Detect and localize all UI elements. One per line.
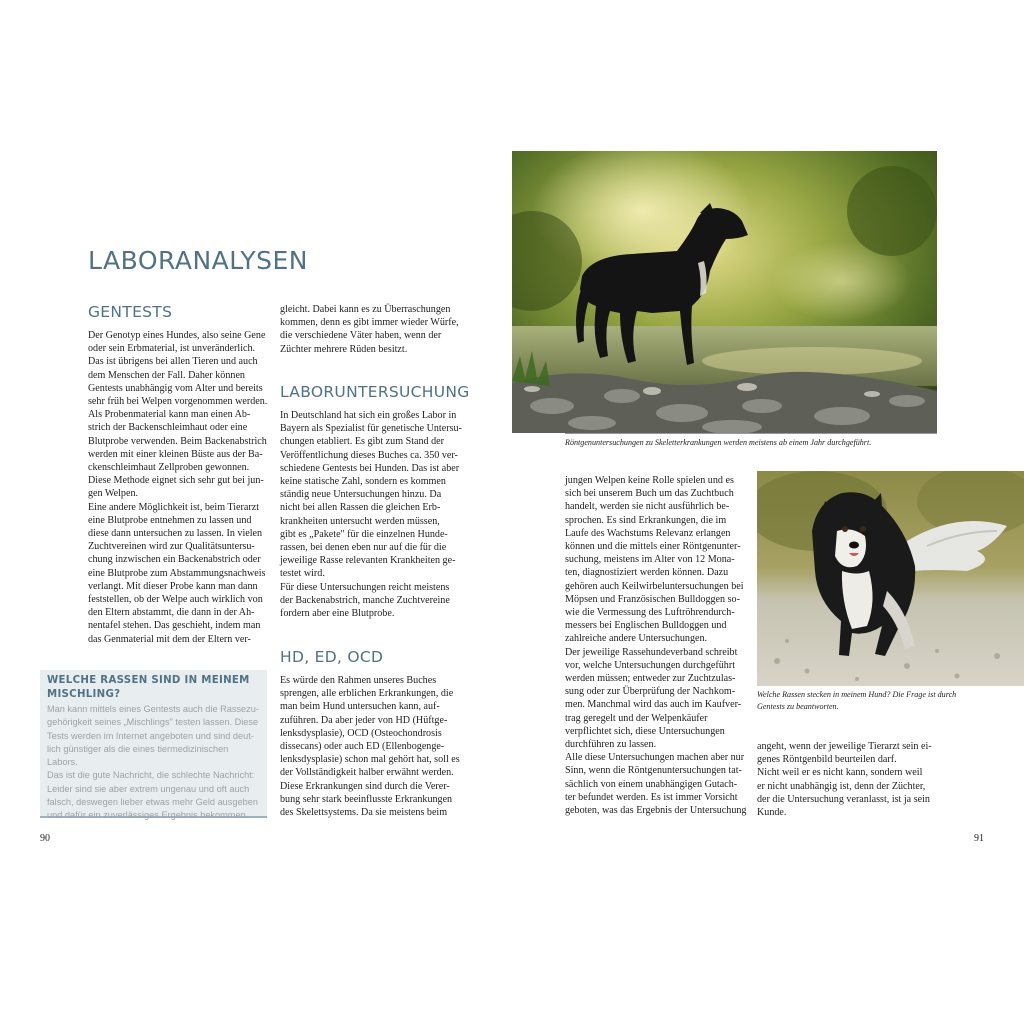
page-number-right: 91 <box>974 833 984 844</box>
page-number-left: 90 <box>40 833 50 844</box>
section-heading-hd-ed-ocd: HD, ED, OCD <box>280 648 384 666</box>
page-title: LABORANALYSEN <box>88 246 309 275</box>
laboruntersuchung-text: In Deutschland hat sich ein großes Labor in Bayern als Spezialist für genetische Untersu- chungen etabliert. Es gibt zum Stand der Veröffentlichung dieses Buches ca. 350 ver- schiedene Gentests bei Hunden. Das ist aber keine statische Zahl, sondern es kommen ständig neue Untersuchungen hinzu. Da nicht bei allen Rassen die gleichen Erb- krankheiten untersucht werden müssen, gibt es „Pakete" für die einzelnen Hunde- rassen, bei denen eben nur auf die für die jeweilige Rasse relevanten Krankheiten ge- testet wird. Für diese Untersuchungen reicht meistens der Backenabstrich, manche Zuchtvereine fordern aber eine Blutprobe. <box>280 410 462 620</box>
photo-wet-dog-river <box>512 151 937 433</box>
section-heading-laboruntersuchung: LABORUNTERSUCHUNG <box>280 383 470 401</box>
section-heading-gentests: GENTESTS <box>88 303 173 321</box>
photo-caption-xray: Röntgenuntersuchungen zu Skeletterkrankungen werden meistens ab einem Jahr durchgeführt. <box>565 438 872 447</box>
info-box-text: Man kann mittels eines Gentests auch die Rassezu- gehörigkeit seines „Mischlings" testen lassen. Diese Tests werden im Internet angeboten und sind deut- lich günstiger als die eines tiermedizinischen Labors. Das ist die gute Nachricht, die schlechte Nachricht: Leider sind sie aber extrem ungenau und oft auch falsch, deswegen lieber etwas mehr Geld ausgeben und dafür ein zuverlässiges Ergebnis bekommen. <box>47 704 259 821</box>
caption-rule <box>565 433 937 434</box>
photo-caption-breeds: Welche Rassen stecken in meinem Hund? Die Frage ist durch Gentests zu beantworten. <box>757 690 957 711</box>
right-text-col1: jungen Welpen keine Rolle spielen und es sich bei unserem Buch um das Zuchtbuch handelt, werden sie nicht ausführlich be- sprochen. Es sind Erkrankungen, die im Laufe des Wachstums Relevanz erlangen können und die mittels einer Röntgenunter- suchung, meistens im Alter von 12 Mona- ten, diagnostiziert werden können. Dazu gehören auch Keilwirbeluntersuchungen bei Möpsen und Französischen Bulldoggen so- wie die Vermessung des Luftröhrendurch- messers bei Englischen Bulldoggen und zahlreiche andere Untersuchungen. Der jeweilige Rassehundeverband schreibt vor, welche Untersuchungen durchgeführt werden müssen; entweder zur Zuchtzulas- sung oder zur Überprüfung der Nachkom- men. Manchmal wird das auch im Kaufver- trag geregelt und der Welpenkäufer verpflichtet sich, diese Untersuchungen durchführen zu lassen. Alle diese Untersuchungen machen aber nur Sinn, wenn die Röntgenuntersuchungen tat- sächlich von einem unabhängigen Gutach- ter befundet werden. Es ist immer Vorsicht geboten, was das Ergebnis der Untersuchung <box>565 475 747 817</box>
gentests-text-col2: gleicht. Dabei kann es zu Überraschungen kommen, denn es gibt immer wieder Würfe, die verschiedene Väter haben, wenn der Züchter mehrere Rüden besitzt. <box>280 304 459 355</box>
gentests-text-col1: Der Genotyp eines Hundes, also seine Gene oder sein Erbmaterial, ist unveränderlich. Das ist übrigens bei allen Tieren und auch dem Menschen der Fall. Daher können Gentests unabhängig vom Alter und bereits sehr früh bei Welpen vorgenommen werden. Als Probenmaterial kann man einen Ab- strich der Backenschleimhaut oder eine Blutprobe verwenden. Beim Backenabstrich werden mit einer kleinen Büste aus der Ba- ckenschleimhaut Zellproben gewonnen. Diese Methode eignet sich sehr gut bei jun- gen Welpen. Eine andere Möglichkeit ist, beim Tierarzt eine Blutprobe entnehmen zu lassen und diese dann untersuchen zu lassen. In vielen Zuchtvereinen wird zur Qualitätsuntersu- chung inzwischen ein Backenabstrich oder eine Blutprobe zum Abstammungsnachweis verlangt. Mit dieser Probe kann man dann feststellen, ob der Welpe auch wirklich von den Eltern abstammt, die dann in der Ah- nentafel stehen. Das geschieht, indem man das Genmaterial mit dem der Eltern ver- <box>88 330 268 645</box>
info-box-mischling <box>40 670 267 821</box>
right-text-col2: angeht, wenn der jeweilige Tierarzt sein ei- genes Röntgenbild beurteilen darf. Nicht weil er es nicht kann, sondern weil er nicht unabhängig ist, denn der Züchter, der die Untersuchung veranlasst, ist ja sein Kunde. <box>757 741 932 819</box>
info-box-title: WELCHE RASSEN SIND IN MEINEM MISCHLING? <box>47 675 250 700</box>
hd-ed-ocd-text: Es würde den Rahmen unseres Buches sprengen, alle erblichen Erkrankungen, die man beim Hund untersuchen kann, auf- zuführen. Da aber jeder von HD (Hüftge- lenksdysplasie), OCD (Osteochondrosis dissecans) oder auch ED (Ellenbogenge- lenksdysplasie) schon mal gehört hat, soll es der Vollständigkeit halber erwähnt werden. Diese Erkrankungen sind durch die Verer- bung sehr stark beeinflusste Erkrankungen des Skelettsystems. Da sie meistens beim <box>280 675 460 819</box>
photo-running-dog <box>757 471 1024 686</box>
